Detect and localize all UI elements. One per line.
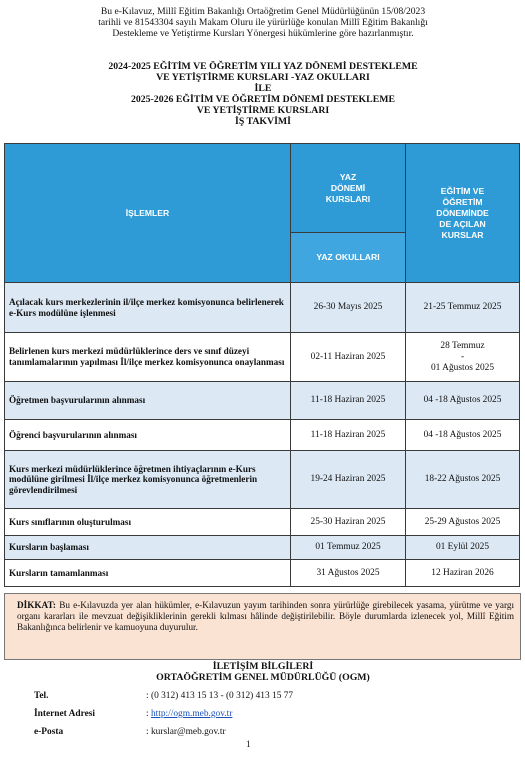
- warning-label: DİKKAT:: [17, 600, 56, 610]
- contact-row-web: [34, 709, 232, 720]
- title-line: İŞ TAKVİMİ: [235, 116, 291, 127]
- summer-date-cell: 19-24 Haziran 2025: [291, 451, 406, 509]
- contact-heading: [8, 661, 518, 683]
- term-date-cell: 12 Haziran 2026: [406, 560, 520, 587]
- operation-cell: Öğretmen başvurularının alınması: [5, 382, 291, 420]
- email-value: : kurslar@meb.gov.tr: [146, 727, 226, 737]
- table-row: [5, 333, 520, 382]
- summer-date-cell: 31 Ağustos 2025: [291, 560, 406, 587]
- intro-line: Bu e-Kılavuz, Millî Eğitim Bakanlığı Ortaöğretim Genel Müdürlüğünün 15/08/2023: [100, 6, 426, 17]
- summer-date-cell: 26-30 Mayıs 2025: [291, 283, 406, 333]
- term-courses-header: EĞİTİM VE ÖĞRETİM DÖNEMİNDE DE AÇILAN KURSLAR: [406, 144, 520, 283]
- operation-cell: Kurs merkezi müdürlüklerince öğretmen ihtiyaçlarının e-Kurs modülüne girilmesi İl/ilçe merkez komisyonunca öğretmenlerin görevlendirilmesi: [5, 451, 291, 509]
- summer-date-cell: 11-18 Haziran 2025: [291, 420, 406, 451]
- operation-cell: Açılacak kurs merkezlerinin il/ilçe merkez komisyonunca belirlenerek e-Kurs modülüne işlenmesi: [5, 283, 291, 333]
- operation-cell: Kursların tamamlanması: [5, 560, 291, 587]
- table-row: [5, 283, 520, 333]
- summer-date-cell: 25-30 Haziran 2025: [291, 509, 406, 536]
- table-row: [5, 509, 520, 536]
- contact-title: İLETİŞİM BİLGİLERİ: [212, 661, 314, 672]
- title-line: 2025-2026 EĞİTİM VE ÖĞRETİM DÖNEMİ DESTEKLEME: [130, 94, 396, 105]
- summer-date-cell: 02-11 Haziran 2025: [291, 333, 406, 382]
- title-line: İLE: [254, 83, 272, 94]
- contact-subtitle: ORTAÖĞRETİM GENEL MÜDÜRLÜĞÜ (OGM): [156, 672, 370, 683]
- summer-date-cell: 01 Temmuz 2025: [291, 536, 406, 560]
- document-title: [8, 61, 518, 127]
- web-prefix: :: [146, 709, 151, 719]
- table-row: [5, 382, 520, 420]
- email-label: e-Posta: [34, 727, 64, 737]
- contact-row-email: [34, 727, 226, 738]
- page-number: 1: [246, 740, 251, 750]
- term-date-cell: 01 Eylül 2025: [406, 536, 520, 560]
- operation-cell: Kurs sınıflarının oluşturulması: [5, 509, 291, 536]
- intro-paragraph: [8, 6, 518, 40]
- summer-date-cell: 11-18 Haziran 2025: [291, 382, 406, 420]
- term-date-cell: 04 -18 Ağustos 2025: [406, 420, 520, 451]
- term-date-cell: 28 Temmuz - 01 Ağustos 2025: [406, 333, 520, 382]
- contact-row-phone: [34, 691, 293, 702]
- web-link[interactable]: http://ogm.meb.gov.tr: [150, 709, 233, 719]
- intro-line: tarihli ve 81543304 sayılı Makam Oluru ile yürürlüğe konulan Millî Eğitim Bakanlığı: [98, 17, 428, 29]
- phone-value: : (0 312) 413 15 13 - (0 312) 413 15 77: [146, 691, 294, 701]
- warning-text: Bu e-Kılavuzda yer alan hükümler, e-Kılavuzun yayım tarihinden sonra yürürlüğe girebilecek yasama, yürütme ve yargı organı kararları ile mevzuat değişikliklerinin gerekli kılması hâlinde değiştirilebilir. Böyle durumlarda izlenecek yol, Millî Eğitim Bakanlığınca belirlenir ve kamuoyuna duyurulur.: [17, 600, 515, 632]
- operation-cell: Kursların başlaması: [5, 536, 291, 560]
- warning-note: [4, 593, 521, 660]
- table-row: [5, 560, 520, 587]
- summer-schools-subheader: YAZ OKULLARI: [291, 233, 406, 283]
- title-line: VE YETİŞTİRME KURSLARI -YAZ OKULLARI: [156, 72, 370, 83]
- operation-cell: Öğrenci başvurularının alınması: [5, 420, 291, 451]
- title-line: 2024-2025 EĞİTİM VE ÖĞRETİM YILI YAZ DÖNEMİ DESTEKLEME: [108, 61, 418, 72]
- schedule-table: [4, 143, 520, 587]
- term-date-cell: 25-29 Ağustos 2025: [406, 509, 520, 536]
- phone-label: Tel.: [34, 691, 49, 701]
- term-date-cell: 04 -18 Ağustos 2025: [406, 382, 520, 420]
- web-label: İnternet Adresi: [34, 709, 96, 719]
- title-line: VE YETİŞTİRME KURSLARI: [196, 105, 330, 116]
- operation-cell: Belirlenen kurs merkezi müdürlüklerince ders ve sınıf düzeyi tanımlamalarının yapılması İl/ilçe merkez komisyonunca onaylanması: [5, 333, 291, 382]
- table-row: [5, 536, 520, 560]
- term-date-cell: 21-25 Temmuz 2025: [406, 283, 520, 333]
- summer-courses-header: YAZ DÖNEMİ KURSLARI: [291, 144, 406, 233]
- operations-header: İŞLEMLER: [5, 144, 291, 283]
- table-row: [5, 451, 520, 509]
- term-date-cell: 18-22 Ağustos 2025: [406, 451, 520, 509]
- table-row: [5, 420, 520, 451]
- intro-line: Destekleme ve Yetiştirme Kursları Yönergesi hükümlerine göre hazırlanmıştır.: [112, 28, 414, 40]
